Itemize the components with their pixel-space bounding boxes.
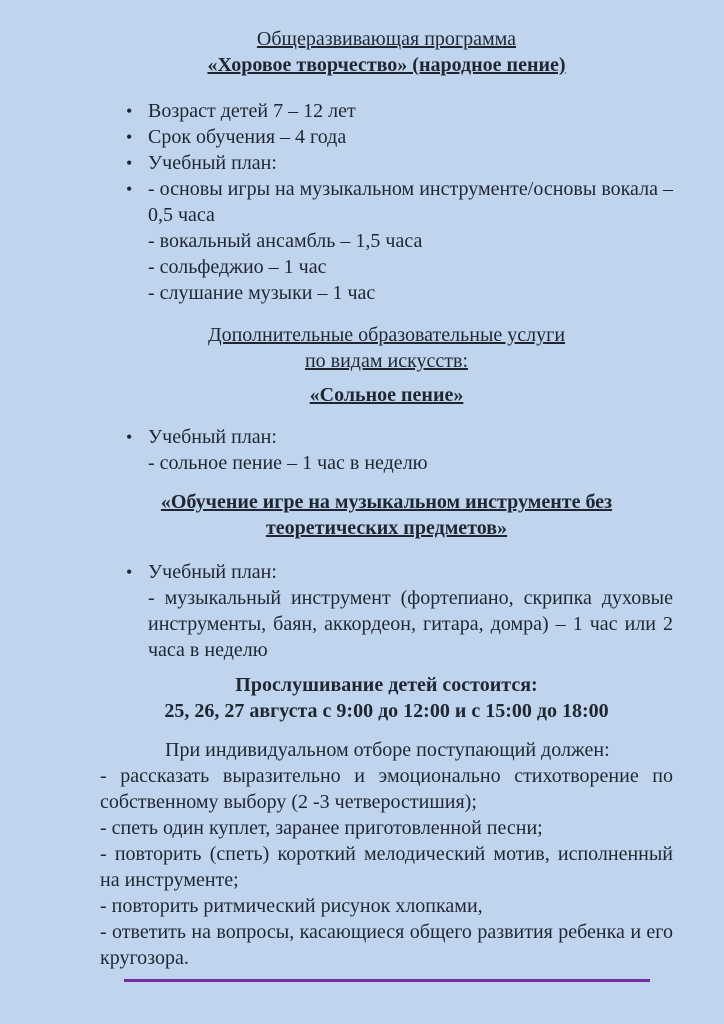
signature-line [124, 979, 650, 982]
selection-requirement: - повторить (спеть) короткий мелодический мотив, исполненный на инструменте; [100, 843, 673, 891]
audition-line-2: 25, 26, 27 августа с 9:00 до 12:00 и с 15:00 до 18:00 [164, 700, 609, 722]
solo-singing-list [100, 424, 673, 476]
bullet-icon: • [126, 153, 133, 173]
list-item-age [100, 98, 673, 124]
services-heading [100, 322, 673, 374]
instrument-heading-line-1: «Обучение игре на музыкальном инструменте без [160, 491, 613, 513]
curriculum-detail-line: - основы игры на музыкальном инструменте/основы вокала – 0,5 часа [148, 178, 673, 226]
bullet-icon: • [126, 562, 133, 582]
list-item-text: Возраст детей 7 – 12 лет [148, 100, 356, 122]
program-details-list [100, 98, 673, 306]
curriculum-detail-line: - слушание музыки – 1 час [148, 282, 376, 304]
list-item-curriculum-label [100, 150, 673, 176]
curriculum-detail-line: - вокальный ансамбль – 1,5 часа [148, 230, 423, 252]
instrument-heading-line-2: теоретических предметов» [265, 517, 508, 539]
instrument-course-heading [100, 489, 673, 541]
audition-announcement [100, 672, 673, 724]
solo-plan-label: Учебный план: [148, 426, 277, 448]
selection-requirement: - рассказать выразительно и эмоционально стихотворение по собственному выбору (2 -3 четверостишия); [100, 765, 673, 813]
title-line-1: Общеразвивающая программа [256, 28, 517, 50]
selection-requirement: - повторить ритмический рисунок хлопками, [100, 895, 483, 917]
services-heading-line-1: Дополнительные образовательные услуги [207, 324, 566, 346]
selection-intro: При индивидуальном отборе поступающий должен: [165, 739, 610, 761]
selection-requirements [100, 737, 673, 971]
selection-requirement: - спеть один куплет, заранее приготовленной песни; [100, 817, 543, 839]
instrument-plan-label: Учебный план: [148, 561, 277, 583]
list-item-text: Учебный план: [148, 152, 277, 174]
audition-line-1: Прослушивание детей состоится: [235, 674, 538, 696]
solo-singing-heading: «Сольное пение» [309, 384, 464, 406]
list-item-curriculum-details [100, 176, 673, 306]
selection-requirement: - ответить на вопросы, касающиеся общего развития ребенка и его кругозора. [100, 921, 673, 969]
list-item-text: Срок обучения – 4 года [148, 126, 347, 148]
list-item-duration [100, 124, 673, 150]
bullet-icon: • [126, 427, 133, 447]
bullet-icon: • [126, 101, 133, 121]
list-item-instrument-curriculum [100, 559, 673, 663]
list-item-solo-curriculum [100, 424, 673, 476]
instrument-plan-detail: - музыкальный инструмент (фортепиано, скрипка духовые инструменты, баян, аккордеон, гитара, домра) – 1 час или 2 часа в неделю [148, 587, 673, 661]
instrument-course-list [100, 559, 673, 663]
solo-plan-detail: - сольное пение – 1 час в неделю [148, 452, 428, 474]
services-heading-line-2: по видам искусств: [304, 350, 469, 372]
document-title [100, 26, 673, 78]
curriculum-detail-line: - сольфеджио – 1 час [148, 256, 327, 278]
title-line-2: «Хоровое творчество» (народное пение) [207, 54, 566, 76]
bullet-icon: • [126, 179, 133, 199]
bullet-icon: • [126, 127, 133, 147]
